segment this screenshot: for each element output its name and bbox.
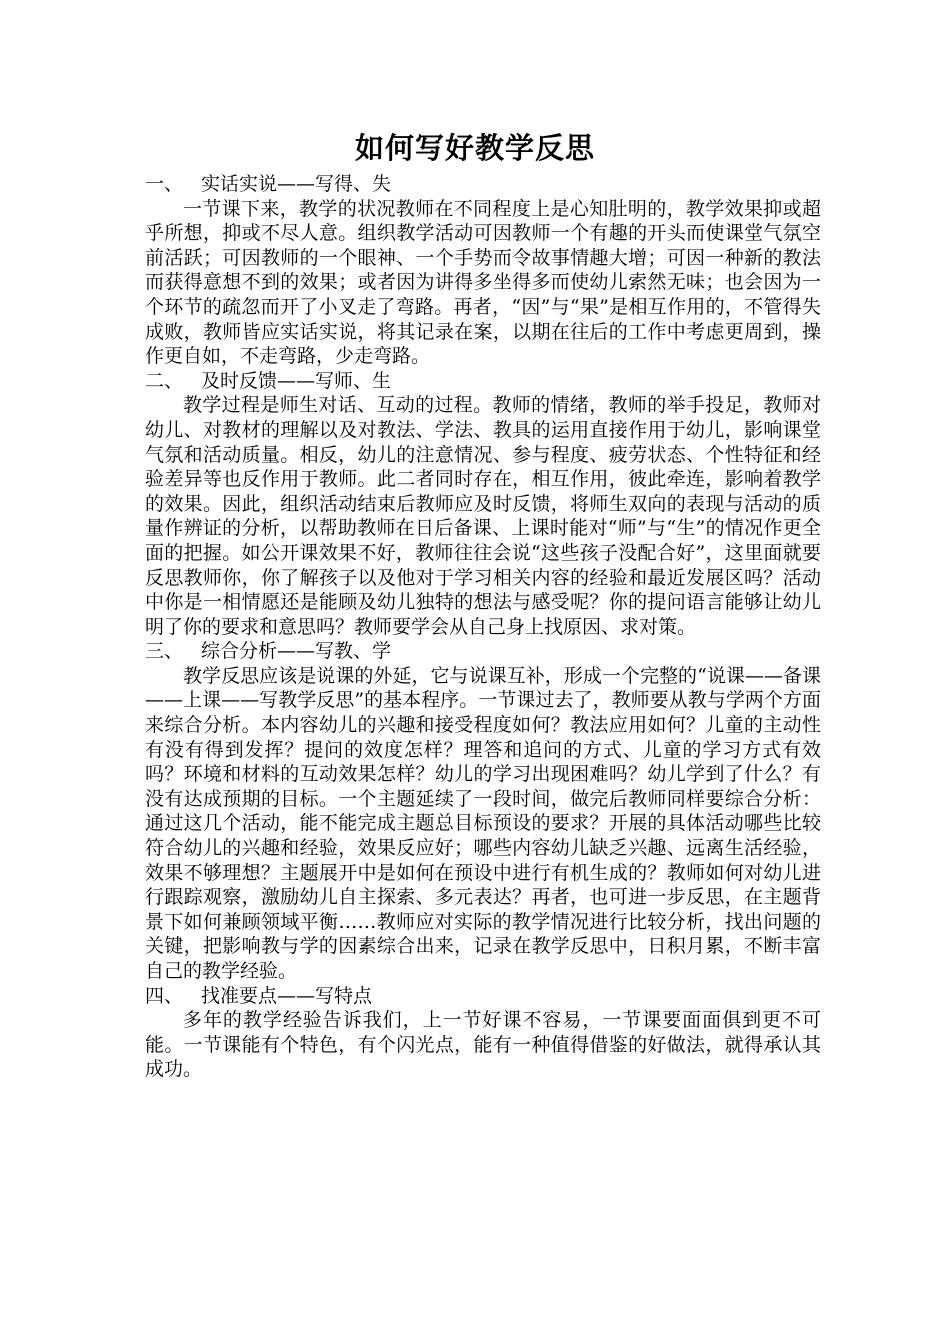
section-paragraph-4: 多年的教学经验告诉我们，上一节好课不容易，一节课要面面俱到更不可能。一节课能有个特色，有个闪光点，能有一种值得借鉴的好做法，就得承认其成功。 xyxy=(145,1009,821,1081)
section-number: 一、 xyxy=(145,173,184,195)
section-heading-4 xyxy=(145,984,821,1009)
section-heading-text: 实话实说——写得、失 xyxy=(201,173,392,195)
document-body xyxy=(145,172,821,1082)
section-number: 二、 xyxy=(145,369,184,392)
section-paragraph-3: 教学反思应该是说课的外延，它与说课互补，形成一个完整的“说课——备课——上课——写教学反思”的基本程序。一节课过去了，教师要从教与学两个方面来综合分析。本内容幼儿的兴趣和接受程度如何？教法应用如何？儿童的主动性有没有得到发挥？提问的效度怎样？理答和追问的方式、儿童的学习方式有效吗？环境和材料的互动效果怎样？幼儿的学习出现困难吗？幼儿学到了什么？有没有达成预期的目标。一个主题延续了一段时间，做完后教师同样要综合分析：通过这几个活动，能不能完成主题总目标预设的要求？开展的具体活动哪些比较符合幼儿的兴趣和经验，效果反应好；哪些内容幼儿缺乏兴趣、远离生活经验，效果不够理想？主题展开中是如何在预设中进行有机生成的？教师如何对幼儿进行跟踪观察，激励幼儿自主探索、多元表达？再者，也可进一步反思，在主题背景下如何兼顾领域平衡……教师应对实际的教学情况进行比较分析，找出问题的关键，把影响教与学的因素综合出来，记录在教学反思中，日积月累，不断丰富自己的教学经验。 xyxy=(145,664,821,982)
section-heading-text: 综合分析——写教、学 xyxy=(201,640,392,663)
section-number: 四、 xyxy=(145,984,184,1007)
section-heading-2 xyxy=(145,369,821,394)
section-heading-text: 及时反馈——写师、生 xyxy=(201,369,392,392)
section-paragraph-2: 教学过程是师生对话、互动的过程。教师的情绪，教师的举手投足，教师对幼儿、对教材的理解以及对教法、学法、教具的运用直接作用于幼儿，影响课堂气氛和活动质量。相反，幼儿的注意情况、参与程度、疲劳状态、个性特征和经验差异等也反作用于教师。此二者同时存在，相互作用，彼此牵连，影响着教学的效果。因此，组织活动结束后教师应及时反馈，将师生双向的表现与活动的质量作辨证的分析，以帮助教师在日后备课、上课时能对“师”与“生”的情况作更全面的把握。如公开课效果不好，教师往往会说“这些孩子没配合好”，这里面就要反思教师你，你了解孩子以及他对于学习相关内容的经验和最近发展区吗？活动中你是一相情愿还是能顾及幼儿独特的想法与感受呢？你的提问语言能够让幼儿明了你的要求和意思吗？教师要学会从自己身上找原因、求对策。 xyxy=(145,394,821,638)
document-title: 如何写好教学反思 xyxy=(354,131,595,165)
section-number: 三、 xyxy=(145,640,184,663)
section-heading-text: 找准要点——写特点 xyxy=(201,984,373,1007)
section-paragraph-1: 一节课下来，教学的状况教师在不同程度上是心知肚明的，教学效果抑或超乎所想，抑或不尽人意。组织教学活动可因教师一个有趣的开头而使课堂气氛空前活跃；可因教师的一个眼神、一个手势而令故事情趣大增；可因一种新的教法而获得意想不到的效果；或者因为讲得多坐得多而使幼儿索然无味；也会因为一个环节的疏忽而开了小叉走了弯路。再者，“因”与“果”是相互作用的，不管得失成败，教师皆应实话实说，将其记录在案，以期在往后的工作中考虑更周到，操作更自如，不走弯路，少走弯路。 xyxy=(145,197,821,368)
section-heading-1 xyxy=(145,172,821,197)
section-heading-3 xyxy=(145,639,821,664)
